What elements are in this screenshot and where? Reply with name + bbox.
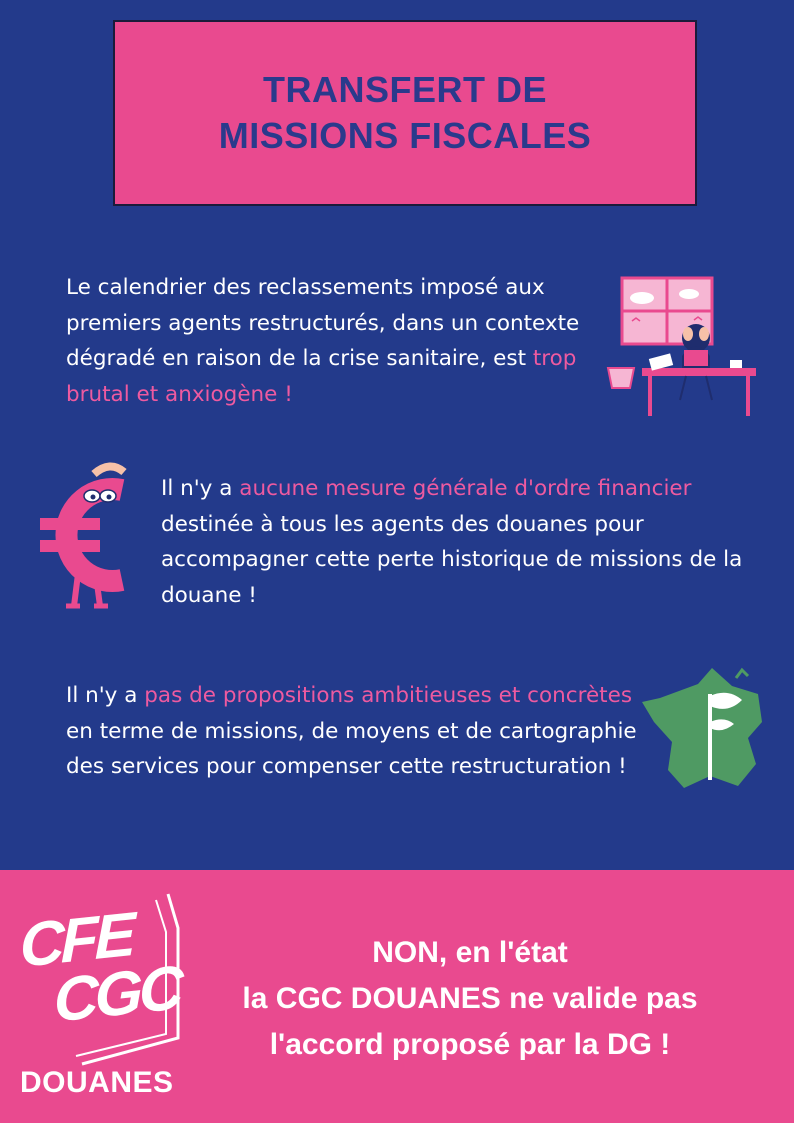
slogan — [200, 930, 740, 1068]
paragraph-1-highlight: trop brutal et anxiogène ! — [66, 346, 577, 407]
paragraph-3-text: Il n'y a — [66, 683, 145, 708]
slogan-line-2: la CGC DOUANES ne valide pas — [242, 982, 698, 1015]
paragraph-calendar — [66, 270, 586, 412]
title-banner — [113, 20, 697, 206]
paragraph-financial-measure — [161, 471, 761, 613]
title-line-1: TRANSFERT DE — [263, 69, 547, 110]
paragraph-2-post: destinée à tous les agents des douanes pour accompagner cette perte historique de missions de la douane ! — [161, 511, 743, 608]
title-line-2: MISSIONS FISCALES — [218, 115, 592, 156]
slogan-line-1: NON, en l'état — [372, 936, 568, 969]
france-map-flag-icon — [640, 664, 772, 792]
paragraph-3-highlight: pas de propositions ambitieuses et concrètes — [144, 683, 633, 708]
paragraph-3-post: en terme de missions, de moyens et de cartographie des services pour compenser cette restructuration ! — [66, 718, 637, 779]
paragraph-proposals — [66, 678, 646, 785]
paragraph-1-text: Le calendrier des reclassements imposé aux premiers agents restructurés, dans un contexte dégradé en raison de la crise sanitaire, est — [66, 275, 580, 371]
cfe-cgc-douanes-logo — [18, 888, 188, 1103]
logo-douanes-text: DOUANES — [20, 1066, 174, 1099]
euro-character-icon — [34, 462, 144, 610]
logo-cfe-text: CFE — [20, 900, 132, 981]
stressed-worker-at-desk-icon — [604, 276, 760, 418]
logo-cgc-text: CGC — [54, 953, 180, 1036]
paragraph-2-text: Il n'y a — [161, 476, 240, 501]
paragraph-2-highlight: aucune mesure générale d'ordre financier — [239, 476, 692, 501]
slogan-line-3: l'accord proposé par la DG ! — [269, 1028, 671, 1061]
